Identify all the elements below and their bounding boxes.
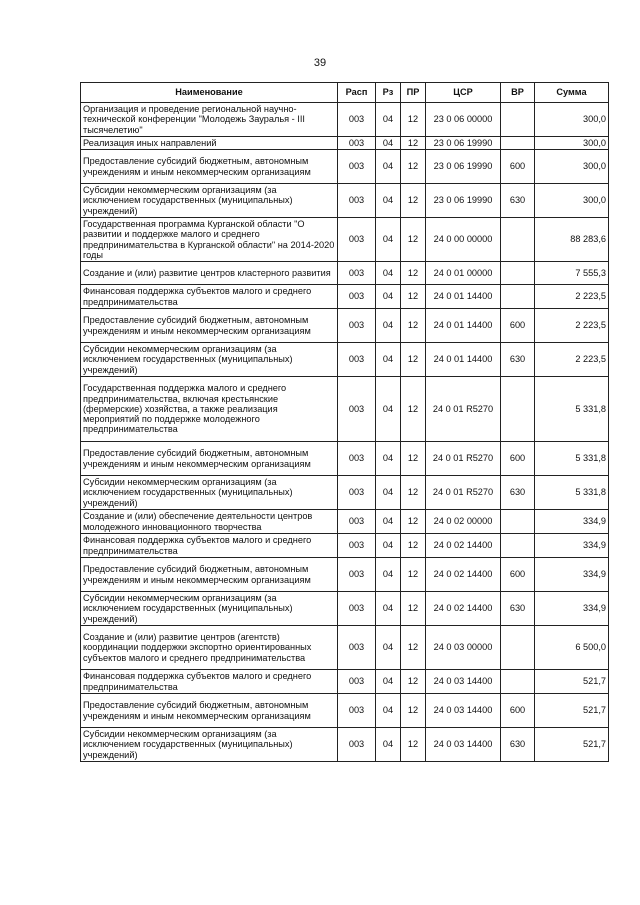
row-pr-cell: 12 (401, 670, 426, 694)
row-vr-cell (501, 626, 535, 670)
row-rz-cell: 04 (376, 670, 401, 694)
row-sum-cell: 7 555,3 (535, 262, 609, 285)
row-vr-cell (501, 218, 535, 262)
row-csr-cell: 24 0 01 00000 (426, 262, 501, 285)
row-sum-cell: 521,7 (535, 694, 609, 728)
row-vr-cell: 630 (501, 728, 535, 762)
table-row (81, 377, 609, 442)
row-name-cell: Государственная поддержка малого и среднего предпринимательства, включая крестьянские (фермерские) хозяйства, а также реализация мероприятий по поддержке молодежного предпринимательства (81, 377, 338, 442)
row-pr-cell: 12 (401, 285, 426, 309)
row-csr-cell: 24 0 01 R5270 (426, 442, 501, 476)
row-name-cell: Предоставление субсидий бюджетным, автономным учреждениям и иным некоммерческим организациям (81, 694, 338, 728)
row-name-cell: Субсидии некоммерческим организациям (за исключением государственных (муниципальных) учреждений) (81, 184, 338, 218)
table-row (81, 150, 609, 184)
page-number: 39 (313, 57, 327, 69)
row-csr-cell: 24 0 03 14400 (426, 670, 501, 694)
row-pr-cell: 12 (401, 558, 426, 592)
table-row (81, 137, 609, 150)
row-name-cell: Предоставление субсидий бюджетным, автономным учреждениям и иным некоммерческим организациям (81, 150, 338, 184)
table-row (81, 592, 609, 626)
row-name-cell: Предоставление субсидий бюджетным, автономным учреждениям и иным некоммерческим организациям (81, 558, 338, 592)
table-row (81, 510, 609, 534)
row-sum-cell: 334,9 (535, 558, 609, 592)
table-row (81, 218, 609, 262)
row-pr-cell: 12 (401, 534, 426, 558)
row-rasp-cell: 003 (338, 137, 376, 150)
row-rasp-cell: 003 (338, 285, 376, 309)
row-pr-cell: 12 (401, 262, 426, 285)
table-row (81, 626, 609, 670)
header-rasp: Расп (338, 83, 376, 103)
row-name-cell: Создание и (или) развитие центров кластерного развития (81, 262, 338, 285)
row-vr-cell (501, 285, 535, 309)
row-name-cell: Создание и (или) обеспечение деятельности центров молодежного инновационного творчества (81, 510, 338, 534)
table-row (81, 285, 609, 309)
row-csr-cell: 24 0 02 00000 (426, 510, 501, 534)
row-sum-cell: 5 331,8 (535, 442, 609, 476)
row-rz-cell: 04 (376, 343, 401, 377)
row-name-cell: Субсидии некоммерческим организациям (за исключением государственных (муниципальных) учреждений) (81, 592, 338, 626)
row-rz-cell: 04 (376, 442, 401, 476)
row-rz-cell: 04 (376, 476, 401, 510)
row-rasp-cell: 003 (338, 558, 376, 592)
row-csr-cell: 24 0 02 14400 (426, 592, 501, 626)
row-rasp-cell: 003 (338, 476, 376, 510)
row-pr-cell: 12 (401, 309, 426, 343)
row-name-cell: Предоставление субсидий бюджетным, автономным учреждениям и иным некоммерческим организациям (81, 442, 338, 476)
row-pr-cell: 12 (401, 694, 426, 728)
row-rasp-cell: 003 (338, 262, 376, 285)
row-rasp-cell: 003 (338, 103, 376, 137)
row-csr-cell: 23 0 06 00000 (426, 103, 501, 137)
row-pr-cell: 12 (401, 728, 426, 762)
row-vr-cell: 630 (501, 184, 535, 218)
row-pr-cell: 12 (401, 510, 426, 534)
row-sum-cell: 5 331,8 (535, 476, 609, 510)
row-sum-cell: 88 283,6 (535, 218, 609, 262)
row-pr-cell: 12 (401, 184, 426, 218)
row-vr-cell (501, 262, 535, 285)
row-csr-cell: 24 0 03 14400 (426, 728, 501, 762)
row-rz-cell: 04 (376, 262, 401, 285)
table-row (81, 534, 609, 558)
header-sum: Сумма (535, 83, 609, 103)
row-rasp-cell: 003 (338, 377, 376, 442)
row-csr-cell: 24 0 03 14400 (426, 694, 501, 728)
header-rz: Рз (376, 83, 401, 103)
row-vr-cell: 600 (501, 442, 535, 476)
row-name-cell: Предоставление субсидий бюджетным, автономным учреждениям и иным некоммерческим организациям (81, 309, 338, 343)
row-rasp-cell: 003 (338, 510, 376, 534)
table-row (81, 343, 609, 377)
row-sum-cell: 334,9 (535, 534, 609, 558)
row-sum-cell: 2 223,5 (535, 343, 609, 377)
row-name-cell: Создание и (или) развитие центров (агентств) координации поддержки экспортно ориентированных субъектов малого и среднего предпринимательства (81, 626, 338, 670)
row-csr-cell: 23 0 06 19990 (426, 150, 501, 184)
row-sum-cell: 300,0 (535, 184, 609, 218)
row-vr-cell: 630 (501, 592, 535, 626)
row-pr-cell: 12 (401, 218, 426, 262)
row-name-cell: Государственная программа Курганской области "О развитии и поддержке малого и среднего предпринимательства в Курганской области" на 2014-2020 годы (81, 218, 338, 262)
row-vr-cell: 600 (501, 558, 535, 592)
header-csr: ЦСР (426, 83, 501, 103)
row-rz-cell: 04 (376, 218, 401, 262)
row-rasp-cell: 003 (338, 442, 376, 476)
row-rasp-cell: 003 (338, 218, 376, 262)
row-csr-cell: 24 0 01 14400 (426, 285, 501, 309)
row-vr-cell (501, 670, 535, 694)
row-csr-cell: 24 0 01 R5270 (426, 476, 501, 510)
budget-table (80, 82, 609, 762)
row-rasp-cell: 003 (338, 343, 376, 377)
row-csr-cell: 24 0 01 14400 (426, 309, 501, 343)
row-rasp-cell: 003 (338, 150, 376, 184)
row-csr-cell: 23 0 06 19990 (426, 137, 501, 150)
table-row (81, 728, 609, 762)
row-name-cell: Реализация иных направлений (81, 137, 338, 150)
row-pr-cell: 12 (401, 137, 426, 150)
table-row (81, 558, 609, 592)
row-rz-cell: 04 (376, 728, 401, 762)
row-vr-cell (501, 534, 535, 558)
table-row (81, 184, 609, 218)
table-row (81, 103, 609, 137)
row-rasp-cell: 003 (338, 592, 376, 626)
table-body (81, 103, 609, 762)
row-pr-cell: 12 (401, 150, 426, 184)
row-csr-cell: 24 0 03 00000 (426, 626, 501, 670)
table-row (81, 670, 609, 694)
row-rz-cell: 04 (376, 150, 401, 184)
row-rasp-cell: 003 (338, 728, 376, 762)
row-sum-cell: 5 331,8 (535, 377, 609, 442)
row-rasp-cell: 003 (338, 534, 376, 558)
row-sum-cell: 300,0 (535, 150, 609, 184)
table-header-row (81, 83, 609, 103)
row-csr-cell: 24 0 01 R5270 (426, 377, 501, 442)
table-row (81, 694, 609, 728)
row-vr-cell (501, 137, 535, 150)
row-sum-cell: 334,9 (535, 592, 609, 626)
row-csr-cell: 23 0 06 19990 (426, 184, 501, 218)
table-row (81, 262, 609, 285)
row-rz-cell: 04 (376, 377, 401, 442)
row-name-cell: Финансовая поддержка субъектов малого и среднего предпринимательства (81, 534, 338, 558)
row-vr-cell: 600 (501, 309, 535, 343)
row-sum-cell: 2 223,5 (535, 285, 609, 309)
row-sum-cell: 334,9 (535, 510, 609, 534)
table-row (81, 442, 609, 476)
row-rz-cell: 04 (376, 309, 401, 343)
row-vr-cell: 630 (501, 476, 535, 510)
row-csr-cell: 24 0 01 14400 (426, 343, 501, 377)
row-csr-cell: 24 0 02 14400 (426, 558, 501, 592)
header-vr: ВР (501, 83, 535, 103)
row-pr-cell: 12 (401, 592, 426, 626)
row-rasp-cell: 003 (338, 184, 376, 218)
row-vr-cell (501, 377, 535, 442)
row-sum-cell: 521,7 (535, 728, 609, 762)
table-row (81, 309, 609, 343)
row-name-cell: Субсидии некоммерческим организациям (за исключением государственных (муниципальных) учреждений) (81, 476, 338, 510)
row-pr-cell: 12 (401, 476, 426, 510)
row-pr-cell: 12 (401, 377, 426, 442)
row-rz-cell: 04 (376, 534, 401, 558)
row-rz-cell: 04 (376, 510, 401, 534)
row-rz-cell: 04 (376, 626, 401, 670)
header-name: Наименование (81, 83, 338, 103)
row-name-cell: Финансовая поддержка субъектов малого и среднего предпринимательства (81, 670, 338, 694)
row-name-cell: Субсидии некоммерческим организациям (за исключением государственных (муниципальных) учреждений) (81, 728, 338, 762)
row-vr-cell: 600 (501, 150, 535, 184)
row-csr-cell: 24 0 00 00000 (426, 218, 501, 262)
row-rasp-cell: 003 (338, 626, 376, 670)
row-rasp-cell: 003 (338, 694, 376, 728)
row-rasp-cell: 003 (338, 670, 376, 694)
row-vr-cell (501, 510, 535, 534)
row-sum-cell: 521,7 (535, 670, 609, 694)
row-rasp-cell: 003 (338, 309, 376, 343)
row-sum-cell: 6 500,0 (535, 626, 609, 670)
header-pr: ПР (401, 83, 426, 103)
row-csr-cell: 24 0 02 14400 (426, 534, 501, 558)
row-rz-cell: 04 (376, 592, 401, 626)
row-pr-cell: 12 (401, 442, 426, 476)
row-pr-cell: 12 (401, 626, 426, 670)
row-rz-cell: 04 (376, 184, 401, 218)
row-rz-cell: 04 (376, 137, 401, 150)
row-name-cell: Организация и проведение региональной научно-технической конференции "Молодежь Зауралья - III тысячелетию" (81, 103, 338, 137)
table-row (81, 476, 609, 510)
row-rz-cell: 04 (376, 694, 401, 728)
row-name-cell: Финансовая поддержка субъектов малого и среднего предпринимательства (81, 285, 338, 309)
row-pr-cell: 12 (401, 103, 426, 137)
row-vr-cell: 630 (501, 343, 535, 377)
row-sum-cell: 2 223,5 (535, 309, 609, 343)
row-vr-cell: 600 (501, 694, 535, 728)
row-rz-cell: 04 (376, 103, 401, 137)
row-rz-cell: 04 (376, 558, 401, 592)
row-sum-cell: 300,0 (535, 103, 609, 137)
row-pr-cell: 12 (401, 343, 426, 377)
row-name-cell: Субсидии некоммерческим организациям (за исключением государственных (муниципальных) учреждений) (81, 343, 338, 377)
row-vr-cell (501, 103, 535, 137)
row-sum-cell: 300,0 (535, 137, 609, 150)
row-rz-cell: 04 (376, 285, 401, 309)
